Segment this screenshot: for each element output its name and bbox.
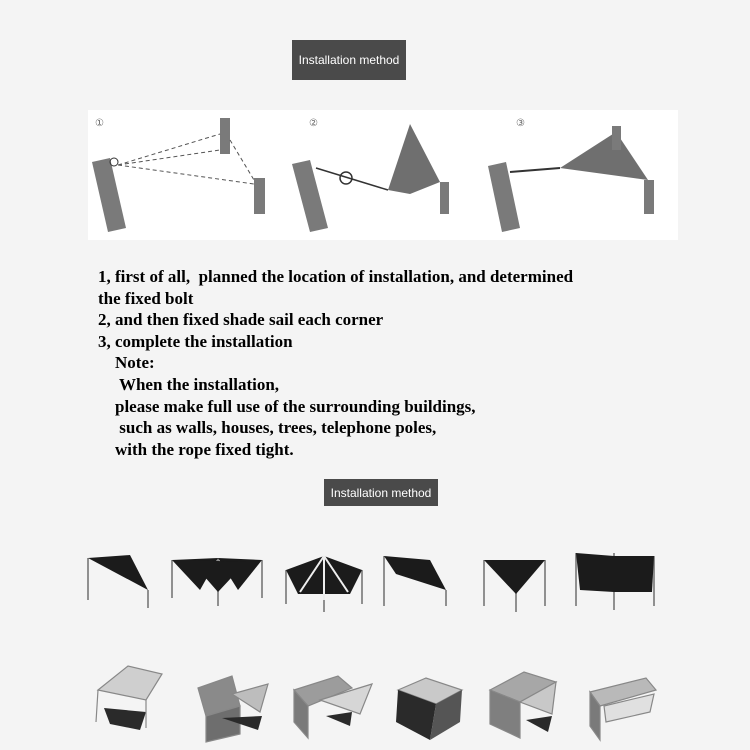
example-10 <box>396 678 462 740</box>
shade-sail-icon <box>388 124 440 194</box>
instruction-line: When the installation, <box>98 374 280 394</box>
instruction-line: with the rope fixed tight. <box>98 439 294 459</box>
example-7 <box>96 666 162 730</box>
pole-icon <box>612 126 621 150</box>
instruction-line: Note: <box>98 353 155 373</box>
step-2-figure <box>292 124 449 232</box>
step-3-label: ③ <box>516 118 525 129</box>
shade-sail-icon <box>560 132 648 180</box>
instruction-line: such as walls, houses, trees, telephone poles, <box>98 418 437 438</box>
example-3 <box>286 556 362 612</box>
pole-icon <box>254 178 265 214</box>
installation-method-badge-top: Installation method <box>292 40 406 80</box>
example-12 <box>590 678 656 740</box>
instruction-line: please make full use of the surrounding buildings, <box>98 396 476 416</box>
example-5 <box>484 560 545 612</box>
step-1-label: ① <box>95 118 104 129</box>
pole-icon <box>220 118 230 154</box>
steps-svg <box>88 110 678 240</box>
installation-steps-illustration <box>88 110 678 240</box>
example-11 <box>490 672 556 738</box>
instruction-line: 3, complete the installation <box>98 331 293 351</box>
example-1 <box>88 555 148 608</box>
pole-icon <box>644 180 654 214</box>
pole-icon <box>440 182 449 214</box>
step-2-label: ② <box>309 118 318 129</box>
instruction-line: 1, first of all, planned the location of installation, and determined <box>98 267 574 286</box>
example-4 <box>384 556 446 606</box>
instruction-line: 2, and then fixed shade sail each corner <box>98 310 384 330</box>
installation-examples-grid <box>0 540 750 750</box>
step-1-figure <box>92 118 265 232</box>
instructions-text <box>98 266 698 460</box>
example-8 <box>198 676 268 742</box>
example-6 <box>576 553 654 610</box>
pole-icon <box>92 158 126 232</box>
example-2 <box>172 558 262 606</box>
installation-method-badge-section: Installation method <box>324 479 438 506</box>
example-9 <box>294 676 372 738</box>
instruction-line: the fixed bolt <box>98 288 194 308</box>
step-3-figure <box>488 126 654 232</box>
